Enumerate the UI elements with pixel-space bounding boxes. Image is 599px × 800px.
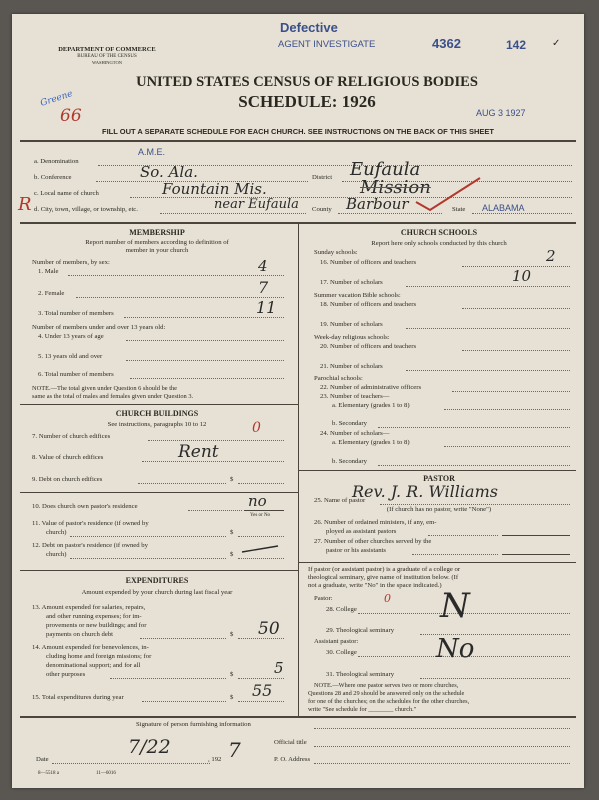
q12-amount-field[interactable] [238, 558, 284, 559]
q17-value: 10 [512, 267, 532, 285]
greene-annotation: Greene [39, 89, 75, 109]
pastor-sub-label: Pastor: [314, 595, 333, 602]
parochial-label: Parochial schools: [314, 375, 363, 382]
q10-field[interactable] [244, 510, 284, 511]
q4-label: 4. Under 13 years of age [38, 333, 104, 340]
q14-label-3: denominational support; and for all [46, 662, 141, 669]
year-prefix: , 192 [208, 756, 222, 763]
q13-dollar: $ [230, 631, 234, 638]
q8-label: 8. Value of church edifices [32, 454, 104, 461]
print-number: 11—6016 [96, 771, 116, 776]
department-label: DEPARTMENT OF COMMERCE [58, 46, 156, 53]
sunday-label: Sunday schools: [314, 249, 358, 256]
check-mark-icon: ✓ [552, 38, 561, 49]
q10-label: 10. Does church own pastor's residence [32, 503, 138, 510]
q24-label: 24. Number of scholars— [320, 430, 390, 437]
q14-dollar: $ [230, 671, 234, 678]
form-number: 8—5518 a [38, 771, 59, 776]
q15-value: 55 [252, 681, 273, 700]
red-r-annotation: R [18, 194, 32, 215]
pastor-note-1: NOTE.—Where one pastor serves two or more churches, [314, 682, 459, 689]
q28-value: 0 [384, 592, 391, 605]
signature-field[interactable] [314, 728, 570, 729]
yes-no-hint: Yes or No [250, 513, 271, 518]
column-divider [298, 222, 299, 716]
q1-value: 4 [258, 257, 268, 275]
membership-note-2: same as the total of males and females given under Question 3. [32, 393, 194, 400]
q26-label-2: ployed as assistant pastors [326, 528, 397, 535]
q14-amount-field[interactable] [238, 678, 284, 679]
graduate-note-3: not a graduate, write "No" in the space indicated.) [308, 582, 442, 589]
q19-field[interactable] [406, 328, 570, 329]
date-field[interactable] [52, 763, 210, 764]
form-title: UNITED STATES CENSUS OF RELIGIOUS BODIES [136, 74, 478, 90]
q20-label: 20. Number of officers and teachers [320, 343, 417, 350]
q12-dash-mark [238, 542, 284, 556]
q6-label: 6. Total number of members [38, 371, 114, 378]
q28-label: 28. College [326, 606, 357, 613]
q13-label-4: payments on church debt [46, 631, 114, 638]
q2-field[interactable] [76, 297, 284, 298]
buildings-heading: CHURCH BUILDINGS [115, 409, 199, 418]
q17-field[interactable] [406, 286, 570, 287]
q31-field[interactable] [420, 678, 570, 679]
schools-heading: CHURCH SCHOOLS [400, 228, 478, 237]
q2-label: 2. Female [38, 290, 65, 297]
q13-dots [140, 638, 226, 639]
q3-value: 11 [256, 298, 277, 317]
q22-label: 22. Number of administrative officers [320, 384, 422, 391]
membership-sub-1: Report number of members according to definition of [85, 239, 229, 246]
q11-field[interactable] [70, 536, 226, 537]
q9-label: 9. Debt on church edifices [32, 476, 103, 483]
q15-amount-field[interactable] [238, 701, 284, 702]
q7-label: 7. Number of church edifices [32, 433, 111, 440]
q11-label-1: 11. Value of pastor's residence (if owned by [32, 520, 149, 527]
q19-label: 19. Number of scholars [320, 321, 383, 328]
q25-note: (If church has no pastor, write "None") [386, 506, 492, 513]
q30-label: 30. College [326, 649, 357, 656]
pastor-note-3: for one of the churches; on the schedules for the other churches, [308, 698, 470, 705]
local-name-label: c. Local name of church [34, 190, 99, 197]
denomination-value: A.M.E. [138, 147, 166, 157]
q30-value: No [436, 634, 475, 664]
q25-value: Rev. J. R. Williams [352, 482, 498, 501]
q13-value: 50 [258, 619, 280, 639]
q20-field[interactable] [462, 350, 570, 351]
q23b-field[interactable] [378, 427, 570, 428]
page-number-stamp: 142 [506, 38, 527, 52]
year-value: 7 [228, 738, 241, 762]
q3-label: 3. Total number of members [38, 310, 114, 317]
q21-label: 21. Number of scholars [320, 363, 383, 370]
q29-value: N [440, 586, 470, 626]
pastor-note-2: Questions 28 and 29 should be answered only on the schedule [308, 690, 465, 697]
q6-field[interactable] [130, 378, 284, 379]
q27-dots [412, 554, 498, 555]
state-value: ALABAMA [482, 203, 525, 213]
q24a-field[interactable] [444, 446, 570, 447]
assistant-pastor-label: Assistant pastor: [314, 638, 359, 645]
q24a-label: a. Elementary (grades 1 to 8) [332, 439, 410, 446]
q9-field[interactable] [138, 483, 226, 484]
q3-field[interactable] [124, 317, 284, 318]
graduate-note-1: If pastor (or assistant pastor) is a graduate of a college or [308, 566, 461, 573]
q29-label: 29. Theological seminary [326, 627, 395, 634]
conference-value: So. Ala. [140, 163, 198, 181]
q17-label: 17. Number of scholars [320, 279, 383, 286]
county-value: Barbour [346, 195, 409, 213]
date-stamp: AUG 3 1927 [476, 108, 526, 118]
expenditures-heading: EXPENDITURES [125, 576, 189, 585]
county-field[interactable] [338, 213, 442, 214]
q10-dots [188, 510, 242, 511]
district-value: Eufaula [350, 159, 421, 180]
q7-field[interactable] [148, 440, 284, 441]
q18-field[interactable] [462, 308, 570, 309]
q13-label-1: 13. Amount expended for salaries, repairs, [32, 604, 146, 611]
q13-label-3: provements or new buildings; and for [46, 622, 147, 629]
q26-label-1: 26. Number of ordained ministers, if any, em- [314, 519, 437, 526]
q14-label-4: other purposes [46, 671, 86, 678]
q1-label: 1. Male [38, 268, 59, 275]
q9-amount-field[interactable] [238, 483, 284, 484]
instruction-line: FILL OUT A SEPARATE SCHEDULE FOR EACH CHURCH. SEE INSTRUCTIONS ON THE BACK OF THIS SHEET [102, 127, 494, 136]
q14-label-1: 14. Amount expended for benevolences, in- [32, 644, 149, 651]
membership-rule [20, 404, 298, 405]
census-schedule-sheet [12, 14, 584, 788]
q26-field[interactable] [502, 535, 570, 536]
pastor-note-4: write "See schedule for ________ church." [308, 706, 417, 713]
q25-field[interactable] [380, 504, 570, 505]
po-address-field[interactable] [314, 763, 570, 764]
q15-dots [142, 701, 226, 702]
q14-dots [110, 678, 226, 679]
q21-field[interactable] [406, 370, 570, 371]
pastor-rule [298, 562, 576, 563]
conference-label: b. Conference [34, 174, 72, 181]
local-name-value: Fountain Mis. [162, 180, 267, 198]
date-value: 7/22 [128, 736, 171, 758]
q11-dollar: $ [230, 529, 234, 536]
q16-value: 2 [546, 247, 556, 265]
county-label: County [312, 206, 332, 213]
q12-label-1: 12. Debt on pastor's residence (if owned by [32, 542, 148, 549]
membership-note-1: NOTE.—The total given under Question 6 should be the [32, 385, 178, 392]
age-label: Number of members under and over 13 years old: [32, 324, 166, 331]
q27-field[interactable] [502, 554, 570, 555]
state-field[interactable] [472, 213, 572, 214]
schools-sub: Report here only schools conducted by this church [371, 240, 507, 247]
buildings-rule [20, 570, 298, 571]
q23b-label: b. Secondary [332, 420, 367, 427]
q4-field[interactable] [126, 340, 284, 341]
po-address-label: P. O. Address [274, 756, 311, 763]
state-label: State [452, 206, 466, 213]
q27-label-2: pastor or his assistants [326, 547, 386, 554]
q22-field[interactable] [452, 391, 570, 392]
sex-label: Number of members, by sex: [32, 259, 110, 266]
q13-label-2: and other running expenses; for im- [46, 613, 142, 620]
q27-label-1: 27. Number of other churches served by the [314, 538, 432, 545]
q8-value: Rent [178, 442, 219, 462]
buildings-sub: See instructions, paragraphs 10 to 12 [107, 421, 207, 428]
city-town-label: d. City, town, village, or township, etc. [34, 206, 138, 213]
q15-dollar: $ [230, 694, 234, 701]
q7-value: 0 [252, 420, 261, 436]
schedule-title: SCHEDULE: 1926 [238, 92, 376, 111]
signature-label: Signature of person furnishing information [136, 721, 251, 728]
q23a-label: a. Elementary (grades 1 to 8) [332, 402, 410, 409]
district-label: District [312, 174, 333, 181]
agent-stamp: AGENT INVESTIGATE [278, 39, 376, 50]
city-town-field[interactable] [160, 213, 306, 214]
q11-amount-field[interactable] [238, 536, 284, 537]
q1-field[interactable] [68, 275, 284, 276]
q14-value: 5 [274, 659, 284, 677]
local-name-value-2: Mission [360, 177, 431, 198]
q24b-field[interactable] [378, 465, 570, 466]
q16-label: 16. Number of officers and teachers [320, 259, 417, 266]
defective-stamp: Defective [280, 20, 338, 35]
q9-dollar: $ [230, 476, 234, 483]
q12-label-2: church) [46, 551, 67, 558]
membership-sub-2: member in your church [125, 247, 189, 254]
pastor-heading: PASTOR [423, 474, 455, 483]
q11-label-2: church) [46, 529, 67, 536]
q18-label: 18. Number of officers and teachers [320, 301, 417, 308]
red-66-annotation: 66 [60, 106, 82, 126]
q14-label-2: cluding home and foreign missions; for [46, 653, 152, 660]
official-title-field[interactable] [314, 746, 570, 747]
city-label: WASHINGTON [92, 60, 122, 65]
footer-rule [20, 716, 576, 718]
membership-heading: MEMBERSHIP [129, 228, 185, 237]
bureau-label: BUREAU OF THE CENSUS [77, 54, 137, 59]
q23-label: 23. Number of teachers— [320, 393, 390, 400]
q25-label: 25. Name of pastor [314, 497, 366, 504]
graduate-note-2: theological seminary, give name of institution below. (If [308, 574, 459, 581]
q31-label: 31. Theological seminary [326, 671, 395, 678]
red-check-mark [412, 174, 484, 214]
summer-label: Summer vacation Bible schools: [314, 292, 401, 299]
date-label: Date [36, 756, 49, 763]
weekday-label: Week-day religious schools: [314, 334, 390, 341]
schools-rule [298, 470, 576, 471]
q15-label: 15. Total expenditures during year [32, 694, 124, 701]
q12-dollar: $ [230, 551, 234, 558]
q2-value: 7 [258, 278, 269, 297]
q5-field[interactable] [126, 360, 284, 361]
denomination-label: a. Denomination [34, 158, 79, 165]
q26-dots [428, 535, 498, 536]
q12-field[interactable] [70, 558, 226, 559]
official-title-label: Official title [274, 739, 307, 746]
header-rule [20, 140, 576, 142]
q10-value: no [248, 492, 267, 510]
q5-label: 5. 13 years old and over [38, 353, 103, 360]
q23a-field[interactable] [444, 409, 570, 410]
city-town-value: near Eufaula [214, 197, 299, 212]
expenditures-sub: Amount expended by your church during last fiscal year [81, 589, 233, 596]
number-stamp: 4362 [432, 36, 461, 51]
q24b-label: b. Secondary [332, 458, 367, 465]
